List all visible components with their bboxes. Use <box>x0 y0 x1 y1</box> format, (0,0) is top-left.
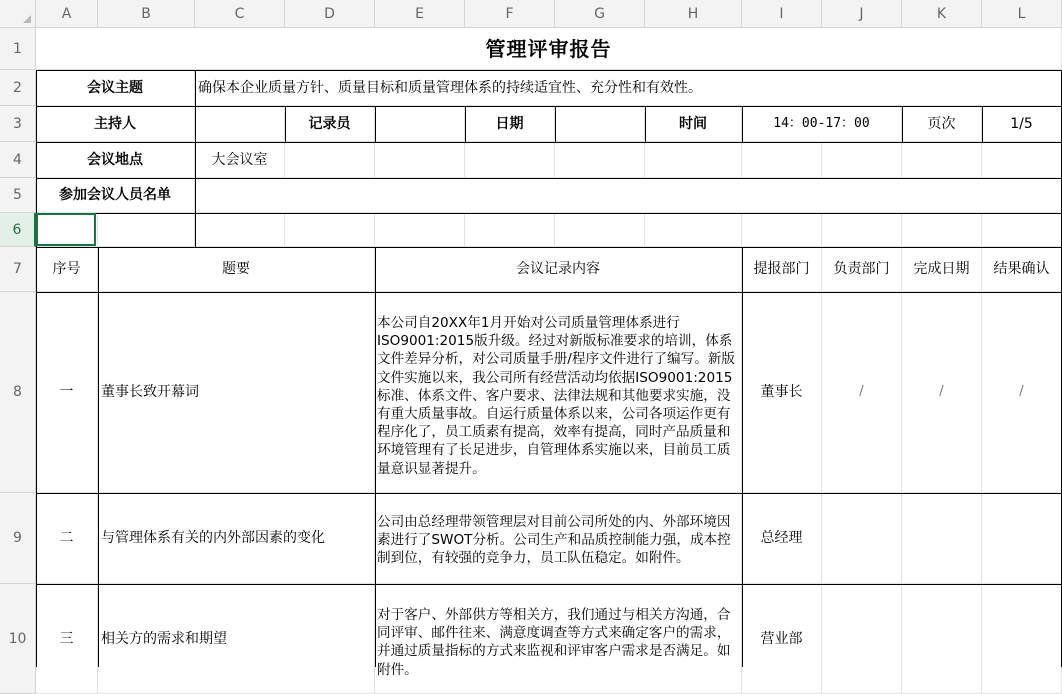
row-header-6[interactable]: 6 <box>0 213 36 247</box>
border-line <box>742 247 743 667</box>
column-header-e[interactable]: E <box>375 0 465 28</box>
row1-subject[interactable]: 董事长致开幕词 <box>98 292 375 493</box>
header-content[interactable]: 会议记录内容 <box>375 247 742 292</box>
row3-subject[interactable]: 相关方的需求和期望 <box>98 584 375 694</box>
location-label[interactable]: 会议地点 <box>36 142 195 178</box>
row2-due[interactable] <box>902 493 982 584</box>
empty-cell[interactable] <box>285 142 375 178</box>
row2-proposer[interactable]: 总经理 <box>742 493 822 584</box>
column-header-h[interactable]: H <box>645 0 742 28</box>
empty-cell[interactable] <box>645 142 742 178</box>
row2-subject[interactable]: 与管理体系有关的内外部因素的变化 <box>98 493 375 584</box>
empty-cell[interactable] <box>375 142 465 178</box>
empty-cell[interactable] <box>555 142 645 178</box>
empty-cell[interactable] <box>822 213 902 247</box>
header-proposer[interactable]: 提报部门 <box>742 247 822 292</box>
border-line <box>742 106 743 142</box>
empty-cell[interactable] <box>902 213 982 247</box>
row-header-3[interactable]: 3 <box>0 106 36 142</box>
empty-cell[interactable] <box>982 142 1062 178</box>
row-header-7[interactable]: 7 <box>0 247 36 292</box>
border-line <box>36 292 1062 293</box>
border-line <box>98 247 99 667</box>
border-line <box>375 106 376 142</box>
column-header-b[interactable]: B <box>98 0 195 28</box>
row3-seq[interactable]: 三 <box>36 584 98 694</box>
empty-cell[interactable] <box>465 213 555 247</box>
host-label[interactable]: 主持人 <box>36 106 195 142</box>
empty-cell[interactable] <box>742 142 822 178</box>
row2-result[interactable] <box>982 493 1062 584</box>
attendees-label[interactable]: 参加会议人员名单 <box>36 178 195 213</box>
border-line <box>285 106 286 142</box>
empty-cell[interactable] <box>902 142 982 178</box>
header-subject[interactable]: 题要 <box>98 247 375 292</box>
header-due[interactable]: 完成日期 <box>902 247 982 292</box>
report-title[interactable]: 管理评审报告 <box>36 28 1062 70</box>
select-all-corner[interactable] <box>0 0 36 28</box>
row2-owner[interactable] <box>822 493 902 584</box>
row2-seq[interactable]: 二 <box>36 493 98 584</box>
date-label[interactable]: 日期 <box>465 106 555 142</box>
empty-cell[interactable] <box>742 213 822 247</box>
header-result[interactable]: 结果确认 <box>982 247 1062 292</box>
column-header-l[interactable]: L <box>982 0 1062 28</box>
column-header-f[interactable]: F <box>465 0 555 28</box>
row3-proposer[interactable]: 营业部 <box>742 584 822 694</box>
border-line <box>36 142 1062 143</box>
time-label[interactable]: 时间 <box>645 106 742 142</box>
topic-label[interactable]: 会议主题 <box>36 70 195 106</box>
row-header-9[interactable]: 9 <box>0 493 36 584</box>
cell-selection-outline <box>36 213 96 246</box>
border-line <box>375 247 376 667</box>
row3-owner[interactable] <box>822 584 902 694</box>
border-line <box>36 584 1062 585</box>
border-line <box>465 106 466 142</box>
border-line <box>195 70 196 247</box>
empty-cell[interactable] <box>465 142 555 178</box>
empty-cell[interactable] <box>555 213 645 247</box>
row1-seq[interactable]: 一 <box>36 292 98 493</box>
column-header-a[interactable]: A <box>36 0 98 28</box>
row-header-4[interactable]: 4 <box>0 142 36 178</box>
empty-cell[interactable] <box>98 213 195 247</box>
row1-result[interactable]: / <box>982 292 1062 493</box>
column-header-c[interactable]: C <box>195 0 285 28</box>
row-header-2[interactable]: 2 <box>0 70 36 106</box>
border-line <box>36 178 1062 179</box>
attendees-value-cell[interactable] <box>195 178 1062 213</box>
row3-content[interactable]: 对于客户、外部供方等相关方，我们通过与相关方沟通，合同评审、邮件往来、满意度调查等方式来确定客户的需求，并通过质量指标的方式来监视和评审客户需求是否满足。如附件。 <box>375 584 742 694</box>
border-line <box>36 247 1062 248</box>
border-line <box>36 70 37 667</box>
date-value-cell[interactable] <box>555 106 645 142</box>
row1-proposer[interactable]: 董事长 <box>742 292 822 493</box>
border-line <box>36 493 1062 494</box>
empty-cell[interactable] <box>285 213 375 247</box>
row3-due[interactable] <box>902 584 982 694</box>
time-value[interactable]: 14：00-17：00 <box>742 106 902 142</box>
row-header-5[interactable]: 5 <box>0 178 36 213</box>
topic-value[interactable]: 确保本企业质量方针、质量目标和质量管理体系的持续适宜性、充分性和有效性。 <box>195 70 1062 106</box>
column-header-j[interactable]: J <box>822 0 902 28</box>
row-header-8[interactable]: 8 <box>0 292 36 493</box>
row1-content[interactable]: 本公司自20XX年1月开始对公司质量管理体系进行ISO9001:2015版升级。经过对新版标准要求的培训，体系文件差异分析，对公司质量手册/程序文件进行了编写。新版文件实施以来，我公司所有经营活动均依据ISO9001:2015标准、体系文件、客户要求、法律法规和其他要求实施，没有重大质量事故。自运行质量体系以来，公司各项运作更有程序化了，员工质素有提高，效率有提高，同时产品质量和环境管理有了长足进步，自管理体系实施以来，目前员工质量意识显著提升。 <box>375 292 742 493</box>
border-line <box>555 106 556 142</box>
border-line <box>645 106 646 142</box>
location-value[interactable]: 大会议室 <box>195 142 285 178</box>
host-value-cell[interactable] <box>195 106 285 142</box>
empty-cell[interactable] <box>982 213 1062 247</box>
header-seq[interactable]: 序号 <box>36 247 98 292</box>
header-owner[interactable]: 负责部门 <box>822 247 902 292</box>
empty-cell[interactable] <box>375 213 465 247</box>
row1-due[interactable]: / <box>902 292 982 493</box>
recorder-label[interactable]: 记录员 <box>285 106 375 142</box>
empty-cell[interactable] <box>822 142 902 178</box>
page-value[interactable]: 1/5 <box>982 106 1062 142</box>
empty-cell[interactable] <box>645 213 742 247</box>
recorder-value-cell[interactable] <box>375 106 465 142</box>
border-line <box>36 70 1062 71</box>
column-header-d[interactable]: D <box>285 0 375 28</box>
row3-result[interactable] <box>982 584 1062 694</box>
column-header-k[interactable]: K <box>902 0 982 28</box>
row-header-10[interactable]: 10 <box>0 584 36 694</box>
border-line <box>36 106 1062 107</box>
row2-content[interactable]: 公司由总经理带领管理层对目前公司所处的内、外部环境因素进行了SWOT分析。公司生产和品质控制能力强，成本控制到位，有较强的竞争力，员工队伍稳定。如附件。 <box>375 493 742 584</box>
empty-cell[interactable] <box>195 213 285 247</box>
row-header-1[interactable]: 1 <box>0 28 36 70</box>
page-label[interactable]: 页次 <box>902 106 982 142</box>
border-line <box>902 106 903 142</box>
border-line <box>982 106 983 142</box>
border-line <box>36 213 1062 214</box>
triangle-icon <box>23 15 31 23</box>
column-header-g[interactable]: G <box>555 0 645 28</box>
column-header-i[interactable]: I <box>742 0 822 28</box>
row1-owner[interactable]: / <box>822 292 902 493</box>
